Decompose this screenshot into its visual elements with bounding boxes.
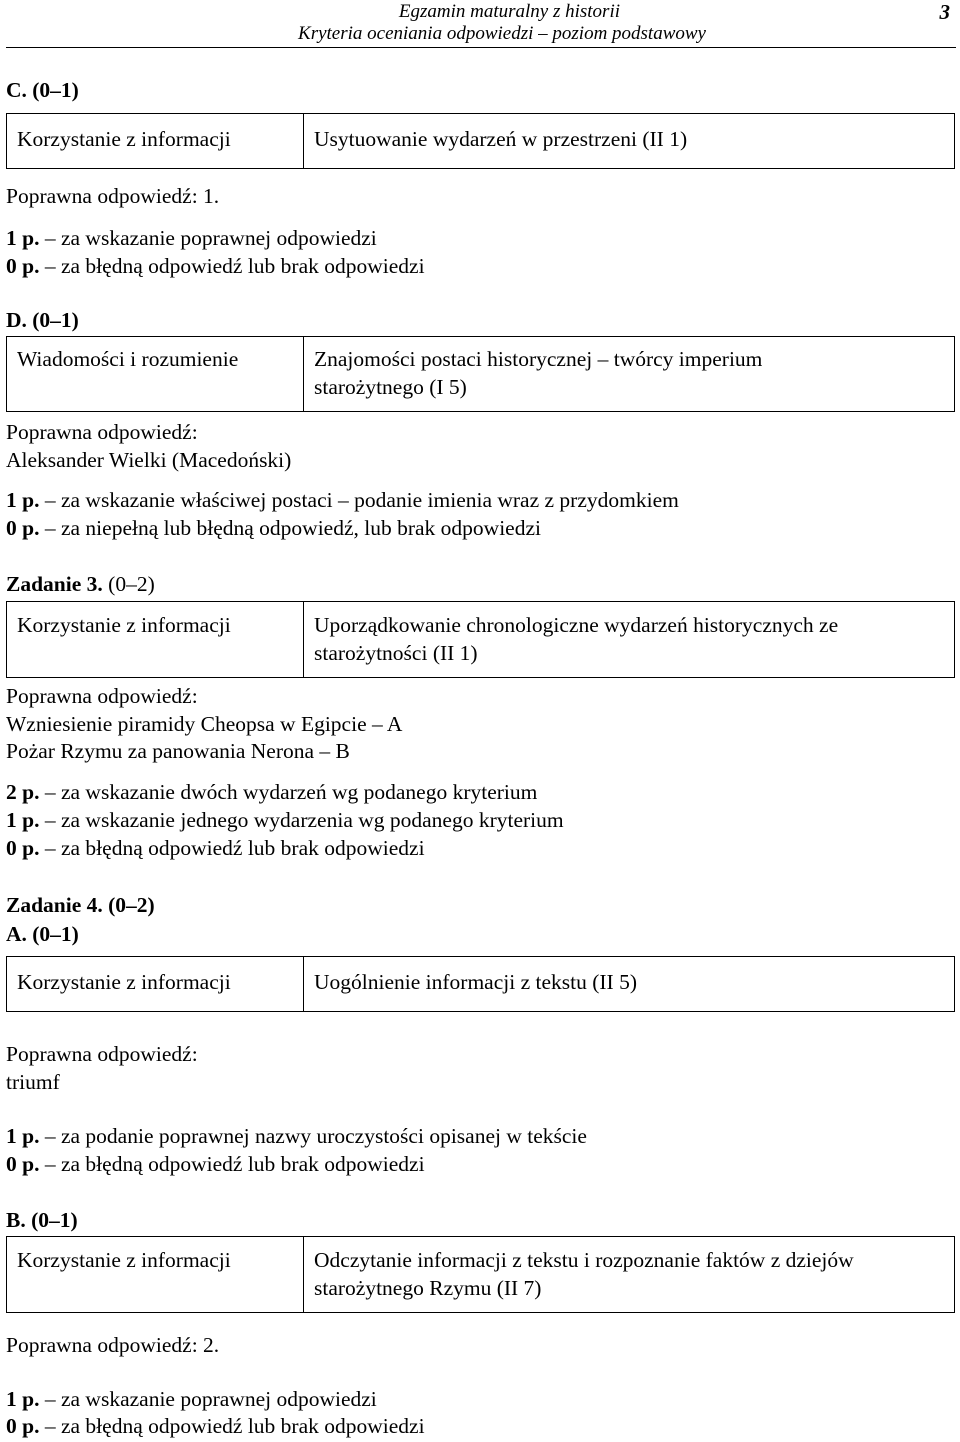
score-points: 1 p. [6, 808, 40, 832]
score-line [6, 1150, 425, 1178]
task-4b-title: B. (0–1) [6, 1208, 78, 1232]
score-points: 0 p. [6, 1152, 40, 1176]
score-line [6, 252, 425, 280]
score-line [6, 834, 425, 862]
score-line [6, 1412, 425, 1440]
answer-line: Wzniesienie piramidy Cheopsa w Egipcie – A [6, 712, 403, 736]
header-exam-title: Egzamin maturalny z historii [398, 1, 620, 22]
score-text: – za niepełną lub błędną odpowiedź, lub brak odpowiedzi [39, 516, 541, 540]
header-subtitle: Kryteria oceniania odpowiedzi – poziom podstawowy [298, 23, 706, 44]
score-points: 1 p. [6, 1387, 40, 1411]
page-number: 3 [939, 0, 950, 24]
task-3-skill-box [6, 601, 955, 678]
score-points: 2 p. [6, 780, 40, 804]
score-points: 0 p. [6, 1414, 40, 1438]
answer-line: Pożar Rzymu za panowania Nerona – B [6, 739, 350, 763]
skill-description: Usytuowanie wydarzeń w przestrzeni (II 1) [304, 114, 955, 169]
score-text: – za wskazanie właściwej postaci – podanie imienia wraz z przydomkiem [39, 488, 679, 512]
score-text: – za wskazanie dwóch wydarzeń wg podanego kryterium [39, 780, 538, 804]
score-points: 1 p. [6, 1124, 40, 1148]
skill-description: Uporządkowanie chronologiczne wydarzeń historycznych ze starożytności (II 1) [304, 602, 955, 678]
score-text: – za błędną odpowiedź lub brak odpowiedzi [39, 1152, 425, 1176]
score-points: 0 p. [6, 254, 40, 278]
task-3-points: (0–2) [102, 572, 155, 596]
answer-label: Poprawna odpowiedź: [6, 1042, 198, 1066]
section-c-answer: Poprawna odpowiedź: 1. [6, 184, 220, 208]
score-text: – za wskazanie poprawnej odpowiedzi [39, 1387, 377, 1411]
score-line [6, 1385, 377, 1413]
section-c-title: C. (0–1) [6, 78, 79, 102]
skill-category: Korzystanie z informacji [7, 602, 304, 678]
task-4b-skill-box [6, 1236, 955, 1313]
score-points: 0 p. [6, 516, 40, 540]
score-text: – za wskazanie jednego wydarzenia wg podanego kryterium [39, 808, 564, 832]
answer-label: Poprawna odpowiedź: [6, 420, 198, 444]
score-text: – za błędną odpowiedź lub brak odpowiedzi [39, 254, 425, 278]
task-3-number: Zadanie 3. [6, 572, 103, 596]
section-4b-answer: Poprawna odpowiedź: 2. [6, 1333, 220, 1357]
score-text: – za podanie poprawnej nazwy uroczystości opisanej w tekście [39, 1124, 587, 1148]
answer-value: triumf [6, 1070, 60, 1094]
score-points: 0 p. [6, 836, 40, 860]
score-line [6, 514, 541, 542]
score-text: – za wskazanie poprawnej odpowiedzi [39, 226, 377, 250]
skill-description: Znajomości postaci historycznej – twórcy imperium starożytnego (I 5) [304, 337, 955, 412]
skill-description: Odczytanie informacji z tekstu i rozpoznanie faktów z dziejów starożytnego Rzymu (II 7) [304, 1237, 955, 1313]
task-4-title: Zadanie 4. (0–2) [6, 893, 155, 917]
score-text: – za błędną odpowiedź lub brak odpowiedzi [39, 1414, 425, 1438]
task-3-title [6, 570, 155, 598]
skill-category: Korzystanie z informacji [7, 1237, 304, 1313]
skill-description: Uogólnienie informacji z tekstu (II 5) [304, 957, 955, 1012]
score-line [6, 778, 537, 806]
section-d-skill-box [6, 336, 955, 412]
score-line [6, 806, 564, 834]
score-points: 1 p. [6, 488, 40, 512]
score-points: 1 p. [6, 226, 40, 250]
score-line [6, 1122, 587, 1150]
score-text: – za błędną odpowiedź lub brak odpowiedzi [39, 836, 425, 860]
score-line [6, 486, 679, 514]
task-4a-skill-box [6, 956, 955, 1012]
section-c-skill-box [6, 113, 955, 169]
section-d-title: D. (0–1) [6, 308, 79, 332]
skill-category: Wiadomości i rozumienie [7, 337, 304, 412]
answer-label: Poprawna odpowiedź: [6, 684, 198, 708]
answer-value: Aleksander Wielki (Macedoński) [6, 448, 292, 472]
task-4a-title: A. (0–1) [6, 922, 79, 946]
header-divider [6, 47, 956, 48]
score-line [6, 224, 377, 252]
skill-category: Korzystanie z informacji [7, 957, 304, 1012]
skill-category: Korzystanie z informacji [7, 114, 304, 169]
